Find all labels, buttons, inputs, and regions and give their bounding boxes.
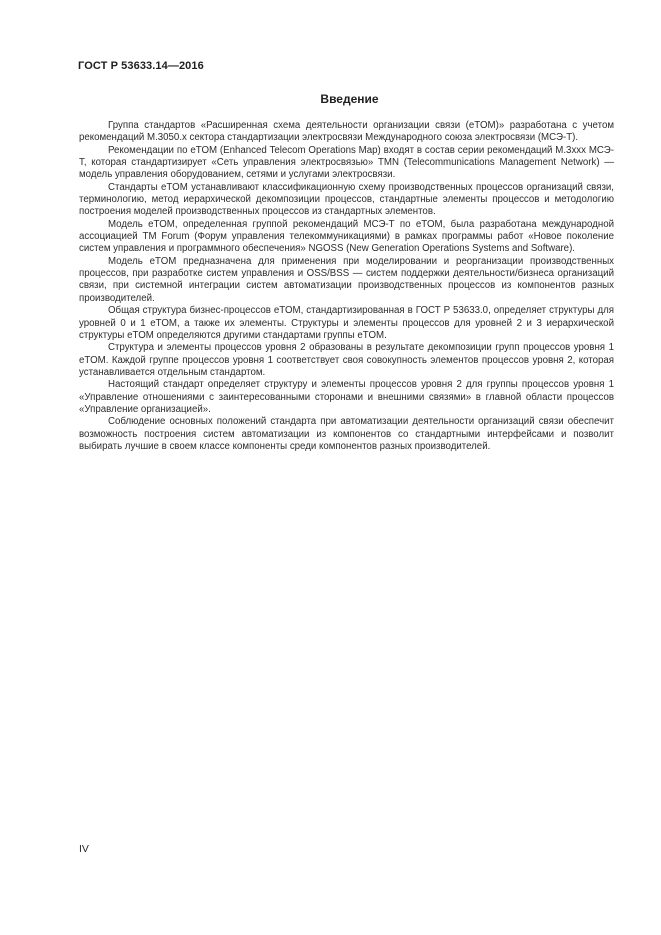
section-title: Введение xyxy=(320,92,379,106)
page-number: IV xyxy=(79,843,89,855)
paragraph: Общая структура бизнес-процессов eTOM, стандартизированная в ГОСТ Р 53633.0, определяет структуры для уровней 0 и 1 eTOM, а также их элементы. Структуры и элементы процессов для уровней 2 и 3 иерархической структуры eTOM определяются другими стандартами группы eTOM. xyxy=(79,305,614,341)
paragraph: Рекомендации по eTOM (Enhanced Telecom Operations Map) входят в состав серии рекомендаций M.3xxx МСЭ-Т, которая стандартизирует «Сеть управления электросвязью» TMN (Telecommunications Management Network) — модель управления оборудованием, сетями и услугами электросвязи. xyxy=(79,144,614,181)
paragraph: Модель eTOM, определенная группой рекомендаций МСЭ-Т по eTOM, была разработана международной ассоциацией TM Forum (Форум управления телекоммуникациями) в рамках программы работ «Новое поколение систем управления и программного обеспечения» NGOSS (New Generation Operations Systems and Software). xyxy=(79,218,614,255)
paragraph: Настоящий стандарт определяет структуру и элементы процессов уровня 2 для группы процессов уровня 1 «Управление отношениями с заинтересованными сторонами и внешними связями» в главной области процессов «Управление организацией». xyxy=(79,379,614,415)
paragraph: Соблюдение основных положений стандарта при автоматизации деятельности организаций связи обеспечит возможность построения систем автоматизации из компонентов со стандартными интерфейсами и позволит выбирать лучшие в своем классе компоненты среди компонентов разных производителей. xyxy=(79,416,614,452)
paragraph: Стандарты eTOM устанавливают классификационную схему производственных процессов организаций связи, терминологию, метод иерархической декомпозиции процессов, стандартные элементы процессов и методологию построения моделей производственных процессов из стандартных элементов. xyxy=(79,181,614,218)
body-text xyxy=(79,120,614,453)
paragraph: Группа стандартов «Расширенная схема деятельности организации связи (eTOM)» разработана с учетом рекомендаций M.3050.x сектора стандартизации электросвязи Международного союза электросвязи (МСЭ-Т). xyxy=(79,120,614,144)
document-code: ГОСТ Р 53633.14—2016 xyxy=(78,60,204,72)
paragraph: Модель eTOM предназначена для применения при моделировании и реорганизации производственных процессов, при разработке систем управления и OSS/BSS — систем поддержки деятельности/бизнеса организаций связи, при системной интеграции систем автоматизации производственных процессов из компонентов разных производителей. xyxy=(79,255,614,304)
paragraph: Структура и элементы процессов уровня 2 образованы в результате декомпозиции групп процессов уровня 1 eTOM. Каждой группе процессов уровня 1 соответствует своя совокупность элементов процессов уровня 2, которая устанавливается отдельным стандартом. xyxy=(79,342,614,378)
